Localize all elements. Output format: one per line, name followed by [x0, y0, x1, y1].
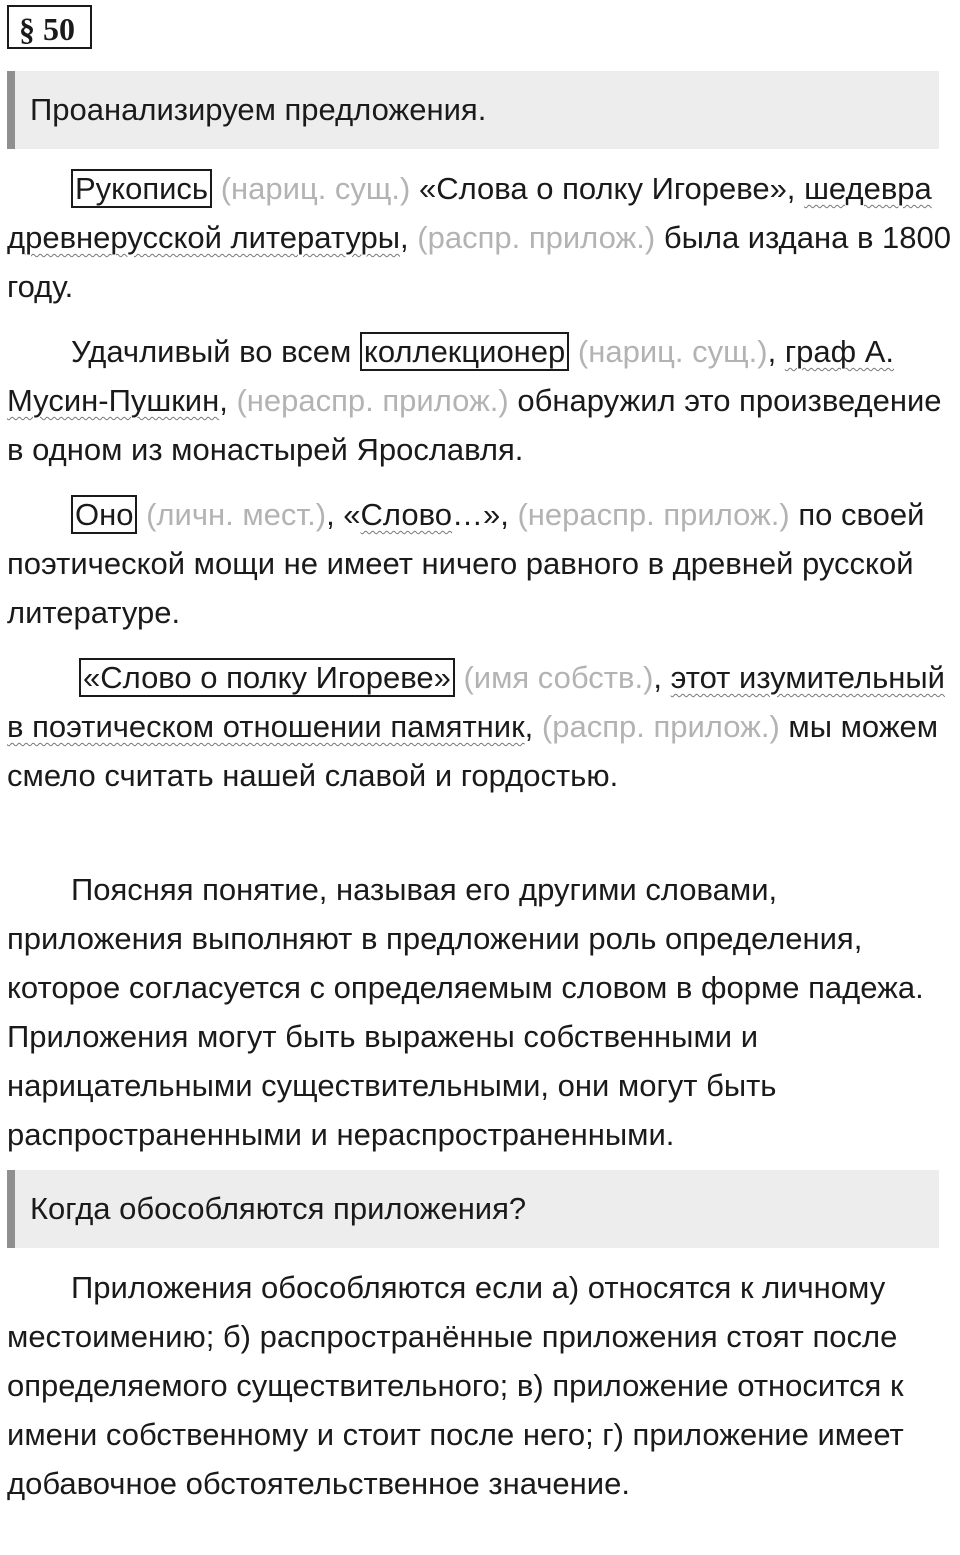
sentence-text: ,	[400, 220, 409, 255]
sentence-text: обнаружил это произведение в одном из монастырей Ярославля.	[7, 383, 942, 467]
sentence-text: по своей поэтической мощи не имеет ничего равного в древней русской литературе.	[7, 497, 925, 630]
answer-paragraph	[7, 1263, 957, 1508]
appositive-type-note: (распр. прилож.)	[541, 709, 780, 744]
explanation-text: Поясняя понятие, называя его другими словами, приложения выполняют в предложении роль определения, которое согласуется с определяемым словом в форме падежа. Приложения могут быть выражены собственными и нарицательными существительными, они могут быть распространенными и нераспространенными.	[7, 872, 924, 1152]
section-number: § 50	[7, 5, 92, 49]
word-type-note: (нариц. сущ.)	[212, 171, 411, 206]
sentence-text: была издана в 1800 году.	[7, 220, 951, 304]
question-heading-2: Когда обособляются приложения?	[7, 1170, 939, 1248]
word-type-note: (личн. мест.)	[137, 497, 327, 532]
sentence-text: ,	[219, 383, 228, 418]
word-type-note: (нариц. сущ.)	[569, 334, 768, 369]
defined-word-box: «Слово о полку Игореве»	[79, 658, 455, 697]
answer-text: Приложения обособляются если а) относятся к личному местоимению; б) распространённые приложения стоят после определяемого существительного; в) приложение относится к имени собственному и стоит после него; г) приложение имеет добавочное обстоятельственное значение.	[7, 1270, 904, 1501]
example-sentence-3	[7, 490, 957, 637]
sentence-text: ,	[767, 334, 785, 369]
appositive-type-note: (нераспр. прилож.)	[227, 383, 509, 418]
appositive-type-note: (распр. прилож.)	[408, 220, 656, 255]
appositive: шедевра древнерусской литературы	[7, 171, 932, 255]
defined-word-box: Рукопись	[71, 169, 212, 208]
defined-word-box: коллекционер	[360, 332, 569, 371]
example-sentence-2	[7, 327, 957, 474]
example-sentence-1	[7, 164, 957, 311]
sentence-text: мы можем смело считать нашей славой и гордостью.	[7, 709, 939, 793]
sentence-text: «Слова о полку Игореве»,	[410, 171, 796, 206]
explanation-paragraph	[7, 865, 957, 1159]
example-sentence-4	[7, 653, 957, 800]
question-heading-1: Проанализируем предложения.	[7, 71, 939, 149]
sentence-text: , «	[326, 497, 361, 532]
word-type-note: (имя собств.)	[454, 660, 654, 695]
sentence-text: ,	[653, 660, 671, 695]
appositive: граф А. Мусин-Пушкин	[7, 334, 895, 418]
appositive-type-note: (нераспр. прилож.)	[517, 497, 790, 532]
appositive: этот изумительный в поэтическом отношении памятник	[7, 660, 945, 744]
sentence-text: ,	[524, 709, 542, 744]
sentence-text: …»,	[451, 497, 518, 532]
appositive: Слово	[360, 497, 452, 532]
defined-word-box: Оно	[71, 495, 137, 534]
sentence-text: Удачливый во всем	[71, 334, 360, 369]
